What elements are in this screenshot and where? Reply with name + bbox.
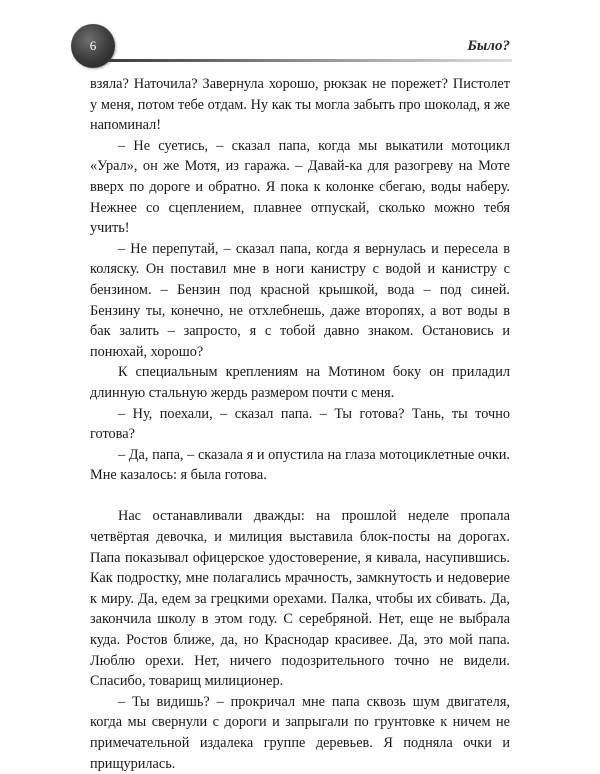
paragraph: взяла? Наточила? Завернула хорошо, рюкзак не порежет? Пистолет у меня, потом тебе отдам. Ну как ты могла забыть про шоколад, я же напоминал! — [90, 76, 510, 134]
paragraph: – Ну, поехали, – сказал папа. – Ты готова? Тань, ты точно готова? — [90, 405, 510, 443]
page-number-badge: 6 — [71, 24, 115, 68]
paragraph: – Да, папа, – сказала я и опустила на глаза мотоциклетные очки. Мне казалось: я была готова. — [90, 446, 510, 484]
paragraph: К специальным креплениям на Мотином боку он приладил длинную стальную жердь размером почти с меня. — [90, 364, 510, 401]
page-header — [0, 0, 600, 80]
body-text — [90, 74, 510, 774]
header-rule — [108, 59, 512, 62]
paragraph: Нас останавливали дважды: на прошлой неделе пропала четвёртая девочка, и милиция выставила блок-посты на дорогах. Папа показывал офицерское удостоверение, я кивала, насупившись. Как подростку, мне полагались мрачность, замкнутость и недоверие к миру. Да, едем за грецкими орехами. Палка, чтобы их сбивать. Да, закончила школу в этом году. С серебряной. Нет, еще не выбрала куда. Ростов ближе, да, но Краснодар красивее. Да, это мой папа. Люблю орехи. Нет, ничего подозрительного точно не видели. Спасибо, товарищ милиционер. — [90, 508, 510, 690]
running-title: Было? — [467, 38, 510, 54]
paragraph: – Не перепутай, – сказал папа, когда я вернулась и пересела в коляску. Он поставил мне в ноги канистру с водой и канистру с бензином. – Бензин под красной крышкой, вода – под синей. Бензину ты, конечно, не отхлебнешь, даже второпях, а вот воды в бак залить – запросто, я с тобой давно знаком. Остановись и понюхай, хорошо? — [90, 240, 510, 360]
paragraph: – Не суетись, – сказал папа, когда мы выкатили мотоцикл «Урал», он же Мотя, из гаража. – Давай-ка для разогреву на Моте вверх по дороге и обратно. Я пока к колонке сбегаю, воды наберу. Нежнее со сцеплением, плавнее отпускай, сколько можно тебя учить! — [90, 137, 510, 237]
paragraph: – Ты видишь? – прокричал мне папа сквозь шум двигателя, когда мы свернули с дороги и запрыгали по грунтовке к ничем не примечательной издалека группе деревьев. Я подняла очки и прищурилась. — [90, 693, 510, 772]
